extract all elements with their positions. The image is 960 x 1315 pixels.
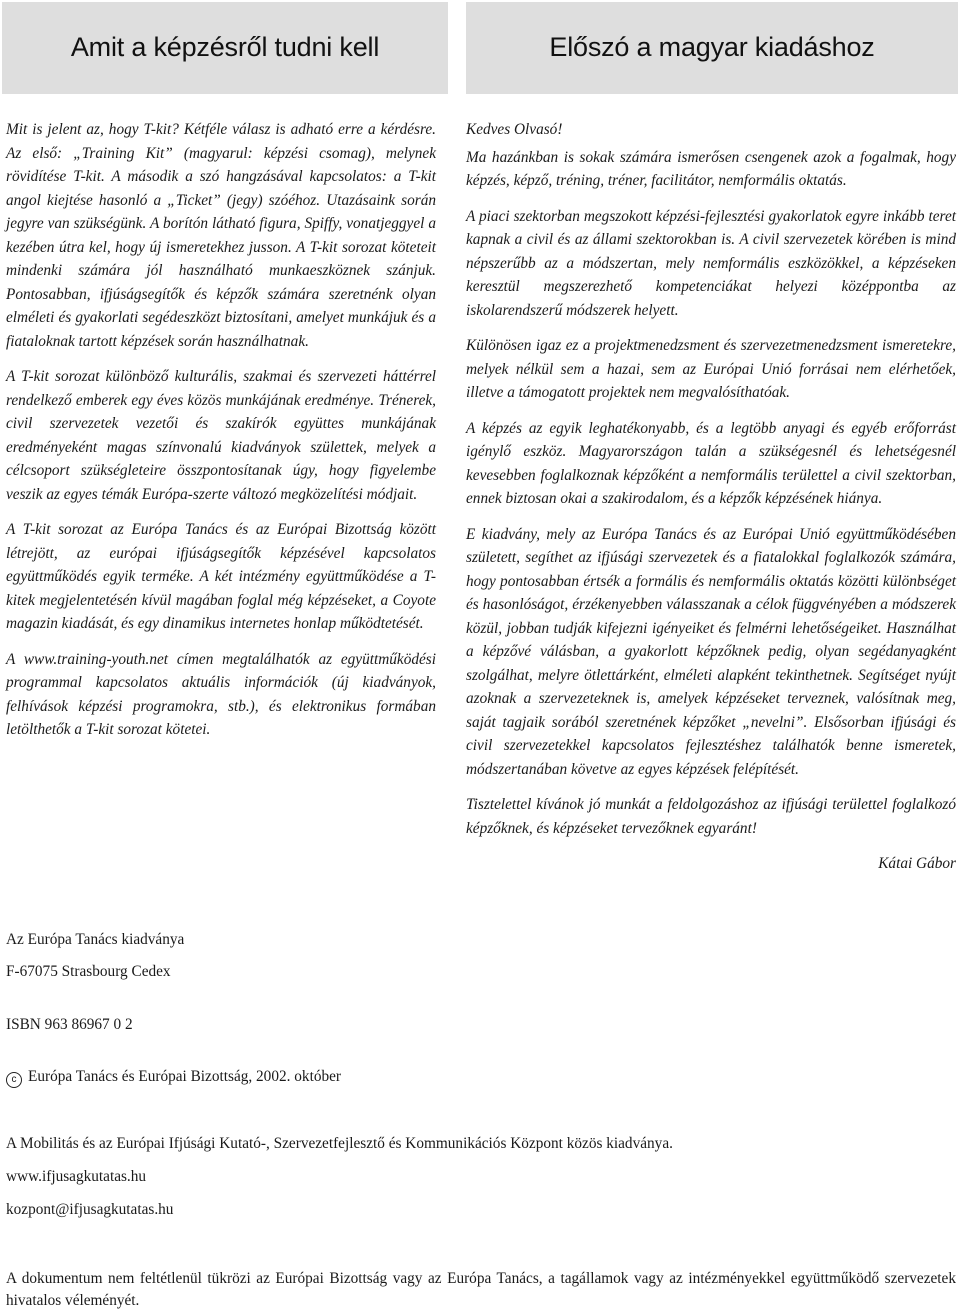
disclaimer-block bbox=[6, 1268, 956, 1312]
disclaimer: A dokumentum nem feltétlenül tükrözi az Európai Bizottság vagy az Európa Tanács, a tagállamok vagy az intézményekkel együttműködő szervezetek hivatalos véleményét. bbox=[6, 1270, 956, 1309]
website-link[interactable]: www.ifjusagkutatas.hu bbox=[6, 1168, 147, 1185]
left-column bbox=[6, 118, 436, 754]
hungarian-publisher: A Mobilitás és az Európai Ifjúsági Kutató-, Szervezetfejlesztő és Kommunikációs Központ közös kiadványa. bbox=[6, 1135, 673, 1152]
publisher-line bbox=[6, 929, 956, 951]
right-paragraph-6: Tisztelettel kívánok jó munkát a feldolgozáshoz az ifjúsági területtel foglalkozó képzőknek, és képzéseket tervezőknek egyaránt! bbox=[466, 796, 956, 837]
greeting: Kedves Olvasó! bbox=[466, 121, 563, 138]
right-header-box bbox=[466, 2, 958, 94]
address-line bbox=[6, 961, 956, 983]
right-paragraph-4: A képzés az egyik leghatékonyabb, és a legtöbb anyagi és egyéb erőforrást igénylő eszköz. Magyarországon talán a szükségesnél és lehetségesnél kevesebben foglalkoznak képzőként a nemformális területtel a civil szektorban, ennek biztosan okai a szakirodalom, és a képzők képzésének hiánya. bbox=[466, 419, 956, 507]
email-link[interactable]: kozpont@ifjusagkutatas.hu bbox=[6, 1201, 174, 1218]
isbn: ISBN 963 86967 0 2 bbox=[6, 1016, 133, 1033]
left-header-title: Amit a képzésről tudni kell bbox=[70, 32, 380, 62]
copyright-icon: c bbox=[6, 1072, 22, 1088]
isbn-line bbox=[6, 1014, 956, 1036]
hungarian-publisher-line bbox=[6, 1133, 956, 1155]
right-paragraph-5: E kiadvány, mely az Európa Tanács és az Európai Unió együttműködésében született, segíthet az ifjúsági szervezetek és a fiatalokkal foglalkozók számára, hogy pontosabban értsék a formális és nemformális oktatás közötti különbséget és hasonlóságot, érzékenyebben válasszanak a célok függvényében a módszerek közül, jobban tudják kifejezni igényeiket és felmérni lehetőségeiket. Használhat a képzővé válásban, a gyakorlott képzőknek pedig, olyan segédanyagként szolgálhat, melyre ötlettárként, elméleti alapként tekinthetnek. Segítséget nyújt azoknak a szervezeteknek is, amelyek képzéseket terveznek, valósítnak meg, saját tagjaik sorából szeretnének képzőket „nevelni”. Elsősorban ifjúsági és civil szervezetekkel kapcsolatos fejlesztéshez találhatók benne ismeretek, módszertanában követve az egyes képzések felépítését. bbox=[466, 525, 956, 778]
signature: Kátai Gábor bbox=[878, 855, 956, 872]
website-line bbox=[6, 1166, 956, 1188]
right-paragraph-2: A piaci szektorban megszokott képzési-fejlesztési gyakorlatok egyre inkább teret kapnak a civil és az állami szektorokban is. A civil szervezetek körében is mind népszerűbb az a módszertan, mely nemformális eszközökkel, a képzéseken keresztül megszerezhető kompetenciákat helyezi középpontba az iskolarendszerű módszerek helyett. bbox=[466, 207, 956, 319]
right-paragraph-3: Különösen igaz ez a projektmenedzsment és szervezetmenedzsment ismeretekre, melyek nélkül sem a hazai, sem az Európai Unió forrásai nem elérhetőek, illetve a támogatott projektek nem megvalósíthatóak. bbox=[466, 337, 956, 401]
publisher: Az Európa Tanács kiadványa bbox=[6, 931, 185, 948]
copyright-text: Európa Tanács és Európai Bizottság, 2002. október bbox=[28, 1068, 342, 1085]
copyright-line bbox=[6, 1066, 956, 1088]
address: F-67075 Strasbourg Cedex bbox=[6, 963, 171, 980]
left-paragraph-3: A T-kit sorozat az Európa Tanács és az Európai Bizottság között létrejött, az európai ifjúságsegítők képzésével kapcsolatos együttműködés egyik terméke. A két intézmény együttműködése a T-kitek megjelentetésén kívül magában foglal még képzéseket, a Coyote magazin kiadását, és egy dinamikus internetes honlap működtetését. bbox=[6, 521, 436, 632]
email-line bbox=[6, 1199, 956, 1221]
left-paragraph-1: Mit is jelent az, hogy T-kit? Kétféle válasz is adható erre a kérdésre. Az első: „Training Kit” (magyarul: képzési csomag), melynek rövidítése T-kit. A második a szó hangzásával kapcsolatos: a T-kit angol kiejtése hasonló a „Ticket” (jegy) szóéhoz. Utazásaink során jegyre van szükségünk. A borítón látható figura, Spiffy, vonatjeggyel a kezében útra kel, hogy új ismeretekhez jusson. A T-kit sorozat köteteit mindenki számára jól használható munkaeszköznek szánjuk. Pontosabban, ifjúságsegítők és képzők számára szeretnénk olyan elméleti és gyakorlati segédeszközt biztosítani, amelyet munkájuk és a fiataloknak tartott képzések során használhatnak. bbox=[6, 121, 436, 350]
right-column bbox=[466, 118, 956, 888]
right-header-title: Előszó a magyar kiadáshoz bbox=[549, 32, 875, 62]
right-paragraph-1: Ma hazánkban is sokak számára ismerősen csengenek azok a fogalmak, hogy képzés, képző, tréning, tréner, facilitátor, nemformális oktatás. bbox=[466, 148, 956, 189]
left-paragraph-4: A www.training-youth.net címen megtalálhatók az együttműködési programmal kapcsolatos aktuális információk (új kiadványok, felhívások képzési programokra, stb.), és elektronikus formában letölthetők a T-kit sorozat kötetei. bbox=[6, 650, 436, 738]
left-header-box bbox=[2, 2, 448, 94]
left-paragraph-2: A T-kit sorozat különböző kulturális, szakmai és szervezeti háttérrel rendelkező emberek egy éves közös munkájának eredménye. Trénerek, civil szervezetek vezetői és szakírók együttes munkájának eredményeként magas színvonalú kiadványok születtek, melyek a célcsoport szükségleteire összpontosítanak úgy, hogy figyelembe veszik az egyes témák Európa-szerte változó megközelítési módjait. bbox=[6, 368, 436, 503]
